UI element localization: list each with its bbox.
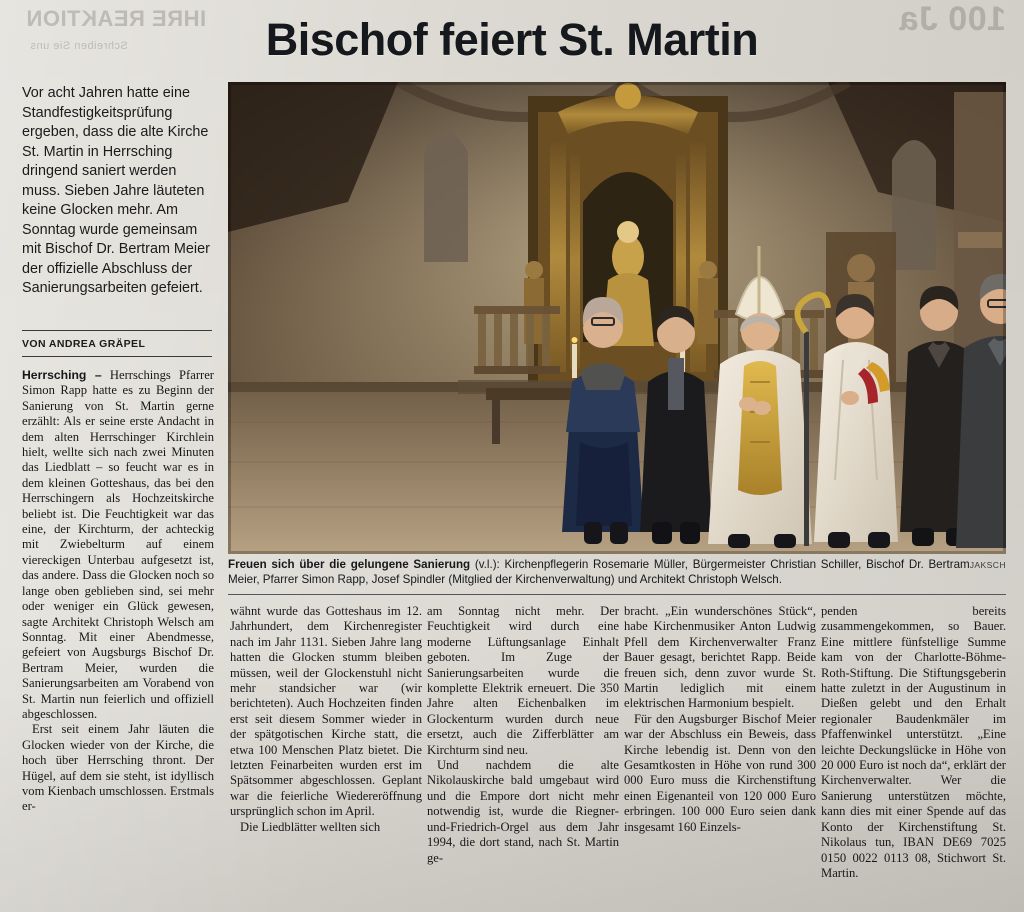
church-interior-illustration [228,82,1006,554]
caption-lead: Freuen sich über die gelungene Sanierung [228,558,471,571]
byline: VON ANDREA GRÄPEL [22,338,146,350]
article-column-2 [230,604,422,835]
column-4-paragraph-1: bracht. „Ein wunderschönes Stück“, habe Kirchenmusiker Anton Ludwig Pfell dem Kirchenverwalter Franz Bauer gesagt, berichtet Rapp. Beide freuen sich, denn zuvor wurde St. Martin lediglich mit einem elektrischen Harmonium bespielt. [624,604,816,711]
photo-caption [228,558,1006,587]
byline-divider-bottom [22,356,212,357]
column-2-paragraph-2: Die Liedblätter wellten sich [240,819,381,834]
photo-credit: JAKSCH [969,560,1006,570]
page-title: Bischof feiert St. Martin [265,14,759,65]
column-3-paragraph-1: am Sonntag nicht mehr. Der Feuchtigkeit wird durch eine moderne Lüftungsanlage Einhalt geboten. Im Zuge der Sanierungsarbeiten wurde die komplette Elektrik erneuert. Die 350 Jahre alten Eichenbalken im Glockenturm wurden durch neue ersetzt, auch die Zifferblätter am Kirchturm sind neu. [427,604,619,757]
column-3-paragraph-2: Und nachdem die alte Nikolauskirche bald umgebaut wird und die Empore dort nicht mehr notwendig ist, wurde die Riegner-und-Friedrich-Orgel aus dem Jahr 1994, die dort stand, nach St. Martin ge- [427,758,619,865]
column-1-paragraph-1: Herrschings Pfarrer Simon Rapp hatte es zu Beginn der Sanierung von St. Martin gerne erzählt: Als er seine erste Andacht in dem alten Herrschinger Kirchlein hielt, wellte sich nach zwei Minuten das Liedblatt – so feucht war es in dem kleinen Gotteshaus, das bei den Herrschingern als Hochzeitskirche beliebt ist. Die Feuchtigkeit war das eine, der Kirchturm, der achteckig mit Zwiebelturm auf einem viereckigen Unterbau aufgesetzt ist, das andere. Dass die Glocken noch so lange oben geblieben sind, sei mehr oder weniger ein Glück gewesen, sagte Architekt Christoph Welsch am Sonntag. Mit einer Abendmesse, gefeiert von Augsburgs Bischof Dr. Bertram Meier, wurden die Sanierungsarbeiten am Vorabend von St. Martin nun feierlich und offiziell abgeschlossen. [22,368,214,721]
dateline: Herrsching – [22,368,102,382]
column-4-paragraph-2: Für den Augsburger Bischof Meier war der Abschluss ein Beweis, dass Kirche lebendig ist. Denn von den Gesamtkosten in Höhe von rund 300 000 Euro muss die Kirchenstiftung einen Eigenanteil von 120 000 Euro erbringen. 100 000 Euro seien dank insgesamt 160 Einzels- [624,711,816,834]
caption-divider [228,594,1006,595]
article-column-4 [624,604,816,835]
bleed-through-left-headline: IHRE REAKTION [26,6,207,31]
caption-text: (v.l.): Kirchenpflegerin Rosemarie Müller, Bürgermeister Christian Schiller, Bischof Dr. Bertram Meier, Pfarrer Simon Rapp, Josef Spindler (Mitglied der Kirchenverwaltung) und Architekt Christoph Welsch. [228,558,970,586]
article-column-1 [22,368,214,815]
article-photo [228,82,1006,554]
bleed-through-right-headline: 100 Ja [899,0,1006,38]
article-column-3 [427,604,619,866]
column-1-paragraph-2: Erst seit einem Jahr läuten die Glocken wieder von der Kirche, die hoch über Herrsching thront. Der Hügel, auf dem sie steht, ist idyllisch vom Kienbach umschlossen. Erstmals er- [22,722,214,814]
column-5-paragraph-1: penden bereits zusammengekommen, so Bauer. Eine mittlere fünfstellige Summe kam von der Charlotte-Böhme-Roth-Stiftung. Die Stiftungsgeberin hatte zuletzt in der Augustinum in Dießen gelebt und den Erhalt regionaler Baudenkmäler im Pfaffenwinkel unterstützt. „Eine leichte Deckungslücke in Höhe von 20 000 Euro ist noch da“, erklärt der Kirchenverwalter. Wer die Sanierung unterstützen möchte, kann dies mit einer Spende auf das Konto der Kirchenstiftung St. Nikolaus tun, IBAN DE69 7025 0150 0022 0113 08, Stichwort St. Martin. [821,604,1006,880]
byline-divider-top [22,330,212,331]
article-column-5 [821,604,1006,881]
column-2-paragraph-1: wähnt wurde das Gotteshaus im 12. Jahrhundert, dem Kirchenregister nach im Jahr 1131. Sieben Jahre lang hatten die Glocken stumm bleiben müssen, weil der Glockenstuhl nicht mehr standsicher war (wir berichteten). Auch Hochzeiten finden erst seit diesem Sommer wieder in der spätgotischen Kirche statt, die etwa 100 Menschen Platz bietet. Die letzten Feinarbeiten wurden erst im Spätsommer abgeschlossen. Geplant war die feierliche Wiedereröffnung ursprünglich schon im April. [230,604,422,819]
bleed-through-left-subline: Schreiben Sie uns [30,40,128,52]
lead-paragraph: Vor acht Jahren hatte eine Standfestigkeitsprüfung ergeben, dass die alte Kirche St. Martin in Herrsching dringend saniert werden muss. Sieben Jahre läuteten keine Glocken mehr. Am Sonntag wurde gemeinsam mit Bischof Dr. Bertram Meier der offizielle Abschluss der Sanierungsarbeiten gefeiert. [22,85,210,296]
